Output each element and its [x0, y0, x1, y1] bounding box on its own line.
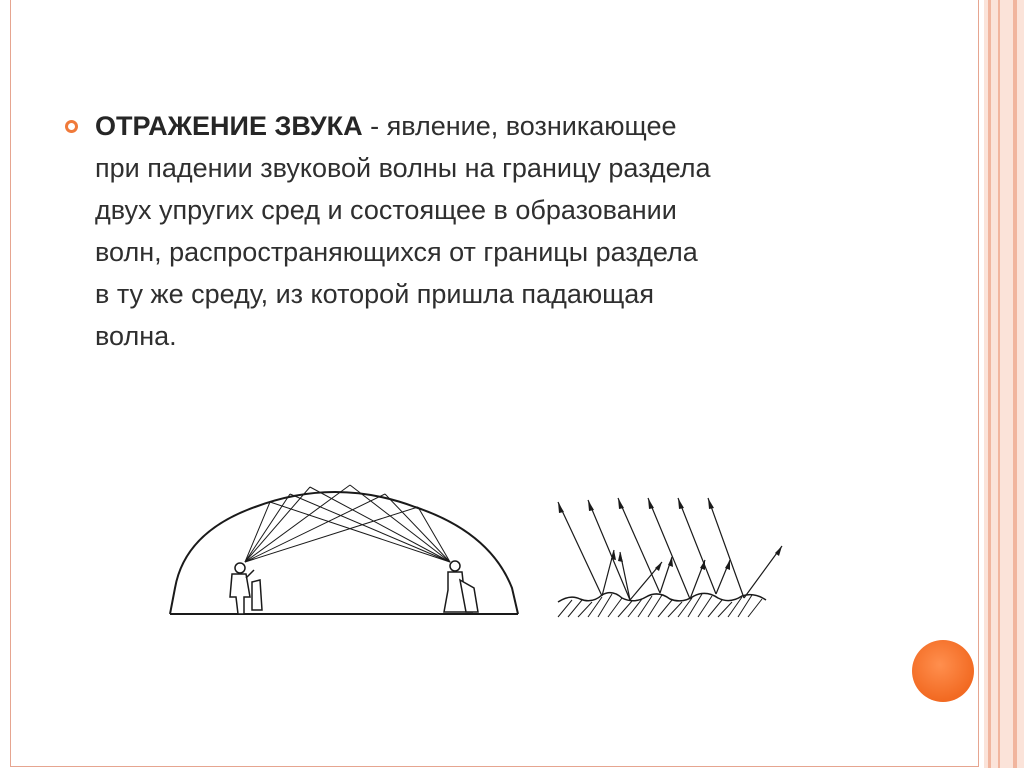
speaker-figure [230, 563, 262, 614]
sound-reflection-illustration [160, 462, 800, 632]
definition-line-3: двух упругих сред и состоящее в образовании [95, 195, 677, 225]
definition-line-1 [95, 105, 895, 147]
reflected-ray-arrows [611, 546, 782, 571]
rough-surface-reflection-diagram [558, 498, 782, 617]
definition-line-5: в ту же среду, из которой пришла падающая [95, 279, 654, 309]
definition-line-4: волн, распространяющихся от границы раздела [95, 237, 698, 267]
incident-rays [558, 498, 744, 600]
decorative-stripe [998, 0, 1000, 768]
surface-hatching [558, 594, 762, 617]
rough-surface [558, 593, 766, 602]
definition-text [95, 105, 895, 357]
definition-term: ОТРАЖЕНИЕ ЗВУКА [95, 111, 363, 141]
decorative-stripe [1013, 0, 1017, 768]
ring-bullet-icon [64, 119, 79, 134]
definition-line-6: волна. [95, 321, 177, 351]
reflected-rays [602, 546, 782, 600]
definition-line-1-rest: - явление, возникающее [362, 111, 677, 141]
incident-ray-arrows [558, 498, 714, 513]
dome-reflection-diagram [170, 485, 518, 614]
definition-line-2: при падении звуковой волны на границу раздела [95, 153, 711, 183]
orange-circle-icon [912, 640, 974, 702]
listener-figure [444, 561, 478, 612]
sound-rays [245, 485, 450, 562]
decorative-stripe [988, 0, 991, 768]
